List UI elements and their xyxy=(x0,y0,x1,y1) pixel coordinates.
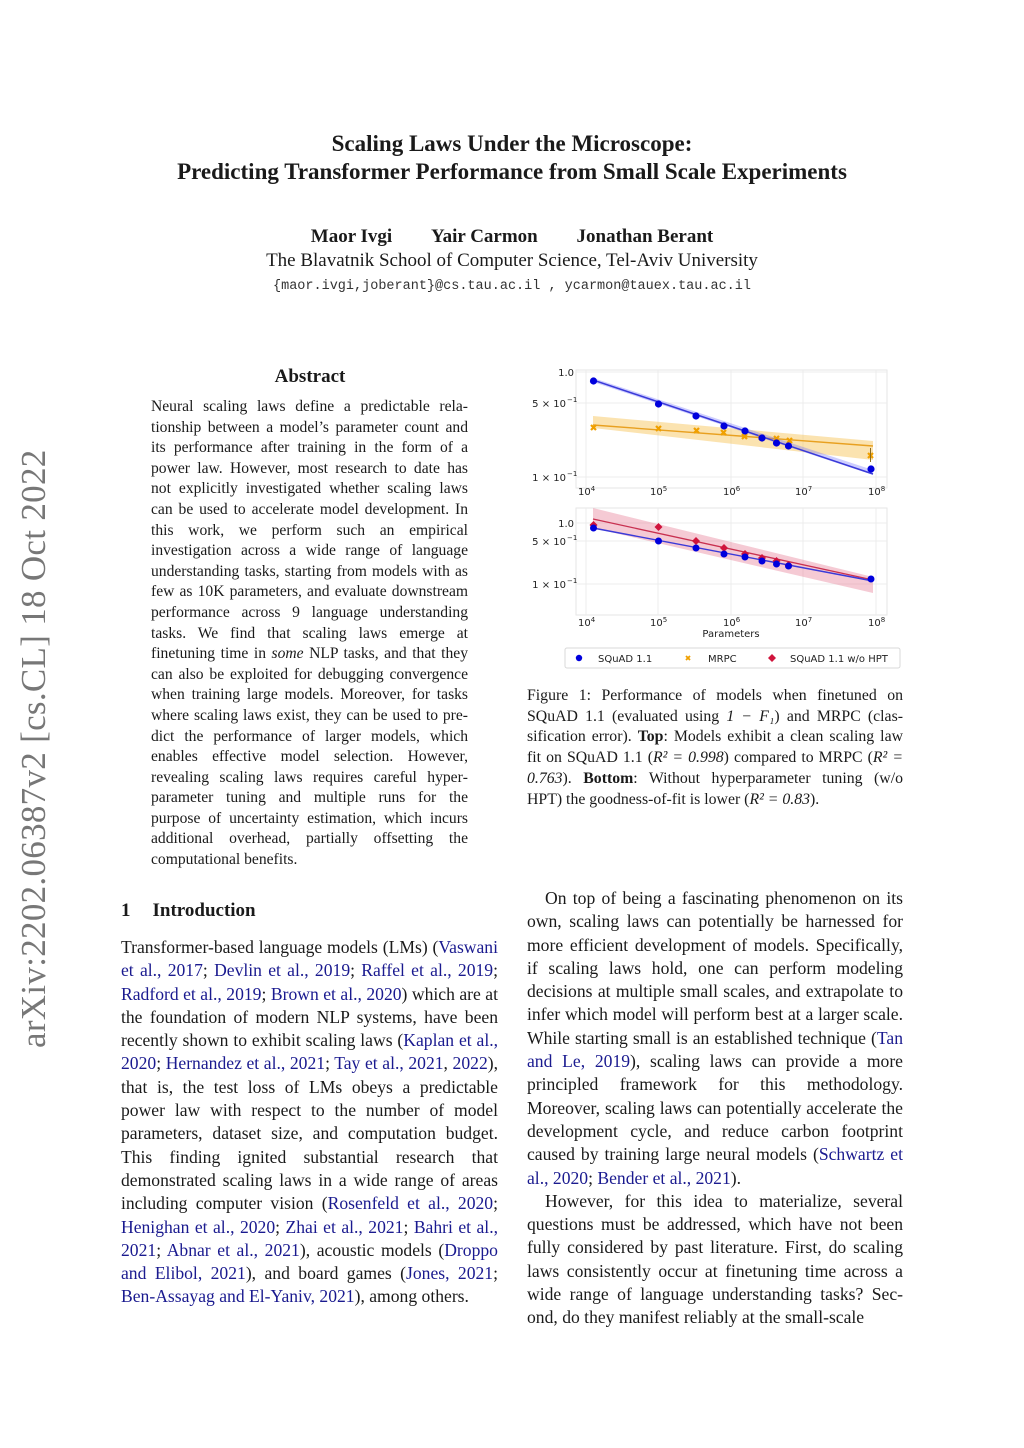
y-tick-label: 1 × 10 xyxy=(532,580,566,591)
abstract-text: Neural scaling laws define a predictable relationship between a model’s parameter count and its performance after training in the form of a power law. However, most research to date has not explicitly investigated whether scaling laws can be used to accelerate model development. In this work, we perform such an empirical investigation across a wide range of language understanding tasks, starting from models with as few as 10K parameters, and evaluate downstream performance across 9 language understanding tasks. We find that scaling laws emerge at finetuning time in xyxy=(151,398,468,663)
math-expression: 1 − F₁ xyxy=(726,707,775,725)
y-tick-exponent: −1 xyxy=(567,534,578,542)
svg-text:107: $10^7$ xyxy=(795,485,813,498)
figure-1-chart xyxy=(520,360,920,675)
citation-link[interactable]: Tan and Le, 2019 xyxy=(527,1027,903,1072)
abstract-emphasis: some xyxy=(271,645,304,663)
right-column xyxy=(527,887,903,1330)
y-tick-label: 1 × 10 xyxy=(532,473,566,484)
citation-link[interactable]: Vaswani et al., 2017 xyxy=(121,937,498,981)
y-tick-label: 5 × 10 xyxy=(532,537,566,548)
author: Yair Carmon xyxy=(430,226,538,247)
legend-label: SQuAD 1.1 xyxy=(598,654,653,665)
svg-text:105: $10^5$ xyxy=(650,485,668,498)
citation-link[interactable]: Radford et al., 2019 xyxy=(121,983,262,1004)
citation-link[interactable]: Bahri et al., 2021 xyxy=(121,1216,498,1260)
svg-text:104: $10^4$ xyxy=(578,485,596,498)
citation-link[interactable]: Zhai et al., 2021 xyxy=(285,1216,404,1237)
svg-text:105: $10^5$ xyxy=(650,616,668,629)
paper-title xyxy=(0,130,1024,186)
citation-link[interactable]: Brown et al., 2020 xyxy=(270,983,402,1004)
bottom-panel xyxy=(532,508,887,640)
citation-link[interactable]: Tay et al., 2021 xyxy=(334,1053,444,1074)
citation-link[interactable]: Raffel et al., 2019 xyxy=(361,960,494,981)
title-line-2: Predicting Transformer Performance from Small Scale Experiments xyxy=(177,159,847,184)
math-expression: R² = 0.763 xyxy=(527,749,903,787)
citation-link[interactable]: Ben-Assayag and El-Yaniv, 2021 xyxy=(121,1286,355,1307)
x-tick-labels xyxy=(578,616,885,629)
bold-text: Bottom xyxy=(583,769,634,787)
legend-label: MRPC xyxy=(708,654,737,665)
svg-text:106: $10^6$ xyxy=(723,616,741,629)
math-expression: R² = 0.998 xyxy=(652,749,724,767)
affiliation: The Blavatnik School of Computer Science, Tel-Aviv University xyxy=(266,250,758,271)
intro-paragraph: Transformer-based language models (LMs) (Vaswani et al., 2017; Devlin et al., 2019; Raffel et al., 2019; Radford et al., 2019; Brown et al., 2020) which are at the foundation of modern NLP systems, have been recently shown to exhibit scaling laws (Kaplan et al., 2020; Hernandez et al., 2021; Tay et al., 2021, 2022), that is, the test loss of LMs obeys a predictable power law with respect to the number of model parameters, dataset size, and computation budget. This finding ignited substantial research that demonstrated scaling laws in a wide range of areas including computer vision (Rosenfeld et al., 2020; Henighan et al., 2020; Zhai et al., 2021; Bahri et al., 2021; Abnar et al., 2021), acoustic models (Droppo and Elibol, 2021), and board games (Jones, 2021; Ben-Assayag and El-Yaniv, 2021), among others. xyxy=(121,937,499,1307)
intro-paragraph: On top of being a fascinating phenomenon on its own, scaling laws can potentially be harnessed for more efficient development of models. Specifically, if scaling laws hold, one can perform modeling decisions at multiple small scales, and extrapolate to infer which model will perform best at a larger scale. While starting small is an established technique (Tan and Le, 2019), scaling laws can provide a more principled framework for this methodology. Moreover, scaling laws can potentially accelerate the development cycle, and reduce carbon footprint caused by training large neural models (Schwartz et al., 2020; Bender et al., 2021). xyxy=(527,888,903,1188)
svg-text:107: $10^7$ xyxy=(795,616,813,629)
citation-link[interactable]: Rosenfeld et al., 2020 xyxy=(327,1193,494,1214)
caption-text: Performance of models when finetuned on SQuAD 1.1 (evaluated using 1 − F₁) and MRPC (classification error). Top: Models exhibit a clean scaling law fit on SQuAD 1.1 (R² = 0.998) compared to MRPC (R² = 0.763). Bottom: Without hyperparameter tuning (w/o HPT) the goodness-of-fit is lower (R² = 0.83). xyxy=(527,687,904,808)
math-expression: R² = 0.83 xyxy=(749,790,811,808)
intro-paragraph: However, for this idea to materialize, several questions must be addressed, which have not been fully considered by past literature. First, do scaling laws consistently occur at finetuning time across a wide range of language understanding tasks? Second, do they manifest reliably at the small-scale xyxy=(527,1190,903,1328)
y-tick-exponent: −1 xyxy=(567,396,578,404)
citation-link[interactable]: Kaplan et al., 2020 xyxy=(121,1030,499,1074)
author-list xyxy=(0,226,1024,248)
citation-link[interactable]: Jones, 2021 xyxy=(406,1263,494,1284)
author: Maor Ivgi xyxy=(310,226,393,247)
title-line-1: Scaling Laws Under the Microscope: xyxy=(331,131,693,156)
arxiv-stamp: arXiv:2202.06387v2 [cs.CL] 18 Oct 2022 xyxy=(14,449,53,1048)
svg-text:106: $10^6$ xyxy=(723,485,741,498)
y-tick-label: 5 × 10 xyxy=(532,399,566,410)
y-tick-label: 1.0 xyxy=(558,368,574,379)
x-axis-label: Parameters xyxy=(702,629,760,640)
abstract-body xyxy=(151,397,468,871)
citation-link[interactable]: Droppo and Elibol, 2021 xyxy=(121,1239,498,1284)
author-emails: {maor.ivgi,joberant}@cs.tau.ac.il , ycarmon@tauex.tau.ac.il xyxy=(273,279,751,294)
left-column xyxy=(121,936,498,1309)
citation-link[interactable]: Henighan et al., 2020 xyxy=(121,1216,276,1237)
legend-label: SQuAD 1.1 w/o HPT xyxy=(790,654,888,665)
citation-link[interactable]: Devlin et al., 2019 xyxy=(214,960,351,981)
y-tick-exponent: −1 xyxy=(567,577,578,585)
legend-circle-icon xyxy=(576,655,582,661)
section-title: Introduction xyxy=(152,900,256,921)
svg-text:104: $10^4$ xyxy=(578,616,596,629)
top-panel xyxy=(532,368,887,498)
svg-text:108: $10^8$ xyxy=(868,485,886,498)
bold-text: Top xyxy=(637,728,664,746)
citation-link[interactable]: Bender et al., 2021 xyxy=(597,1167,731,1188)
section-number: 1 xyxy=(121,900,131,921)
citation-link[interactable]: Abnar et al., 2021 xyxy=(166,1239,300,1260)
author: Jonathan Berant xyxy=(576,226,714,247)
citation-link[interactable]: Hernandez et al., 2021 xyxy=(165,1053,326,1074)
y-tick-exponent: −1 xyxy=(567,470,578,478)
y-tick-label: 1.0 xyxy=(558,519,574,530)
figure-1-caption xyxy=(527,686,903,810)
section-heading-introduction xyxy=(121,900,256,922)
abstract-heading: Abstract xyxy=(274,366,346,387)
citation-link[interactable]: Schwartz et al., 2020 xyxy=(527,1144,903,1188)
citation-link[interactable]: 2022 xyxy=(452,1053,488,1074)
caption-label: Figure 1: xyxy=(527,687,592,704)
chart-legend xyxy=(565,648,900,668)
svg-text:108: $10^8$ xyxy=(868,616,886,629)
abstract-text: NLP tasks, and that they can also be exploited for debugging convergence when training large models. Moreover, for tasks where scaling laws exist, they can be used to predict the performance of larger models, which enables effective model selection. However, revealing scaling laws requires careful hyperparameter tuning and multiple runs for the purpose of uncertainty estimation, which incurs additional overhead, partially offsetting the computational benefits. xyxy=(151,645,468,869)
